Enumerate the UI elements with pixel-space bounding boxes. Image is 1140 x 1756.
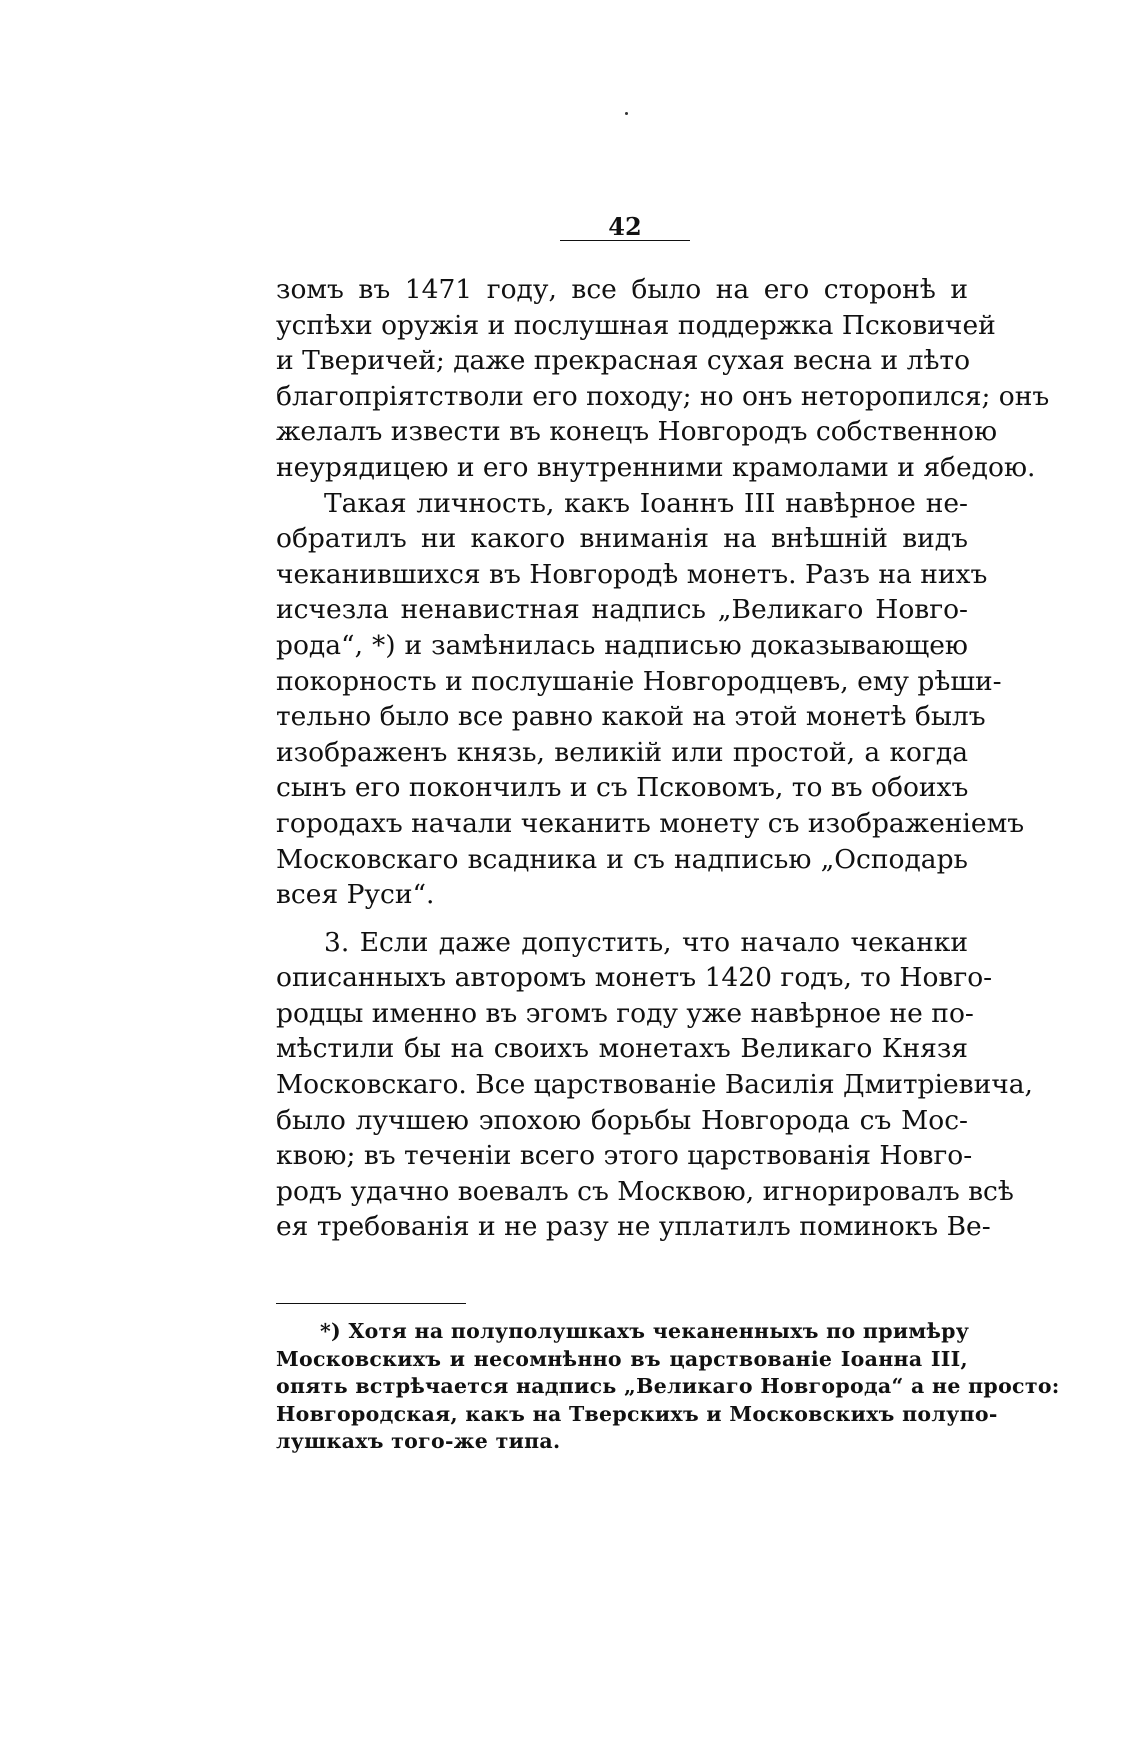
text-line: городахъ начали чеканить монету съ изображеніемъ (276, 807, 1025, 839)
text-line: успѣхи оружія и послушная поддержка Псковичей (276, 309, 996, 341)
footnote-line: *) Хотя на полуполушкахъ чеканенныхъ по примѣру (320, 1319, 970, 1343)
text-line: родцы именно въ эгомъ году уже навѣрное не по- (276, 997, 974, 1029)
text-line: зомъ въ 1471 году, все было на его сторонѣ и (276, 274, 968, 305)
text-line: всея Руси“. (276, 879, 435, 911)
text-line: неурядицею и его внутренними крамолами и ябедою. (276, 451, 1036, 483)
text-line: исчезла ненавистная надпись „Великаго Новго- (276, 594, 968, 626)
text-line: сынъ его покончилъ и съ Псковомъ, то въ обоихъ (276, 772, 969, 804)
text-line: 3. Если даже допустить, что начало чеканки (324, 926, 968, 958)
text-line: изображенъ князь, великій или простой, а когда (276, 736, 968, 768)
scan-speck (625, 112, 628, 115)
text-line: мѣстили бы на своихъ монетахъ Великаго Князя (276, 1033, 968, 1065)
main-text (276, 272, 1050, 1245)
text-line: Московскаго. Все царствованіе Василія Дмитріевича, (276, 1069, 1033, 1101)
text-line: родъ удачно воевалъ съ Москвою, игнорировалъ всѣ (276, 1175, 1014, 1207)
text-line: благопріятстволи его походу; но онъ неторопился; онъ (276, 380, 1050, 412)
footnote-line: Новгородская, какъ на Тверскихъ и Московскихъ полупо- (276, 1401, 998, 1426)
footnote-line: Московскихъ и несомнѣнно въ царствованіе Іоанна III, (276, 1346, 968, 1371)
text-line: Такая личность, какъ Іоаннъ III навѣрное не- (324, 487, 968, 519)
text-line: Московскаго всадника и съ надписью „Осподарь (276, 843, 968, 875)
text-line: квою; въ теченіи всего этого царствованія Новго- (276, 1140, 973, 1172)
footnote-line: лушкахъ того-же типа. (276, 1429, 561, 1454)
text-line: и Тверичей; даже прекрасная сухая весна и лѣто (276, 345, 971, 377)
text-line: покорность и послушаніе Новгородцевъ, ему рѣши- (276, 665, 1002, 697)
text-line: желалъ извести въ конецъ Новгородъ собственною (276, 416, 998, 448)
text-line: тельно было все равно какой на этой монетѣ былъ (276, 701, 986, 733)
header-rule (560, 240, 690, 241)
text-line: обратилъ ни какого вниманія на внѣшній видъ (276, 523, 968, 555)
text-line: рода“, *) и замѣнилась надписью доказывающею (276, 629, 968, 661)
footnote (276, 1318, 1060, 1456)
text-line: чеканившихся въ Новгородѣ монетъ. Разъ на нихъ (276, 558, 988, 590)
text-line: описанныхъ авторомъ монетъ 1420 годъ, то Новго- (276, 962, 993, 994)
page-number: 42 (608, 212, 642, 241)
text-line: было лучшею эпохою борьбы Новгорода съ Мос- (276, 1104, 968, 1136)
footnote-line: опять встрѣчается надпись „Великаго Новгорода“ а не просто: (276, 1374, 1060, 1399)
footnote-rule (276, 1303, 466, 1304)
text-line: ея требованія и не разу не уплатилъ поминокъ Ве- (276, 1211, 991, 1243)
